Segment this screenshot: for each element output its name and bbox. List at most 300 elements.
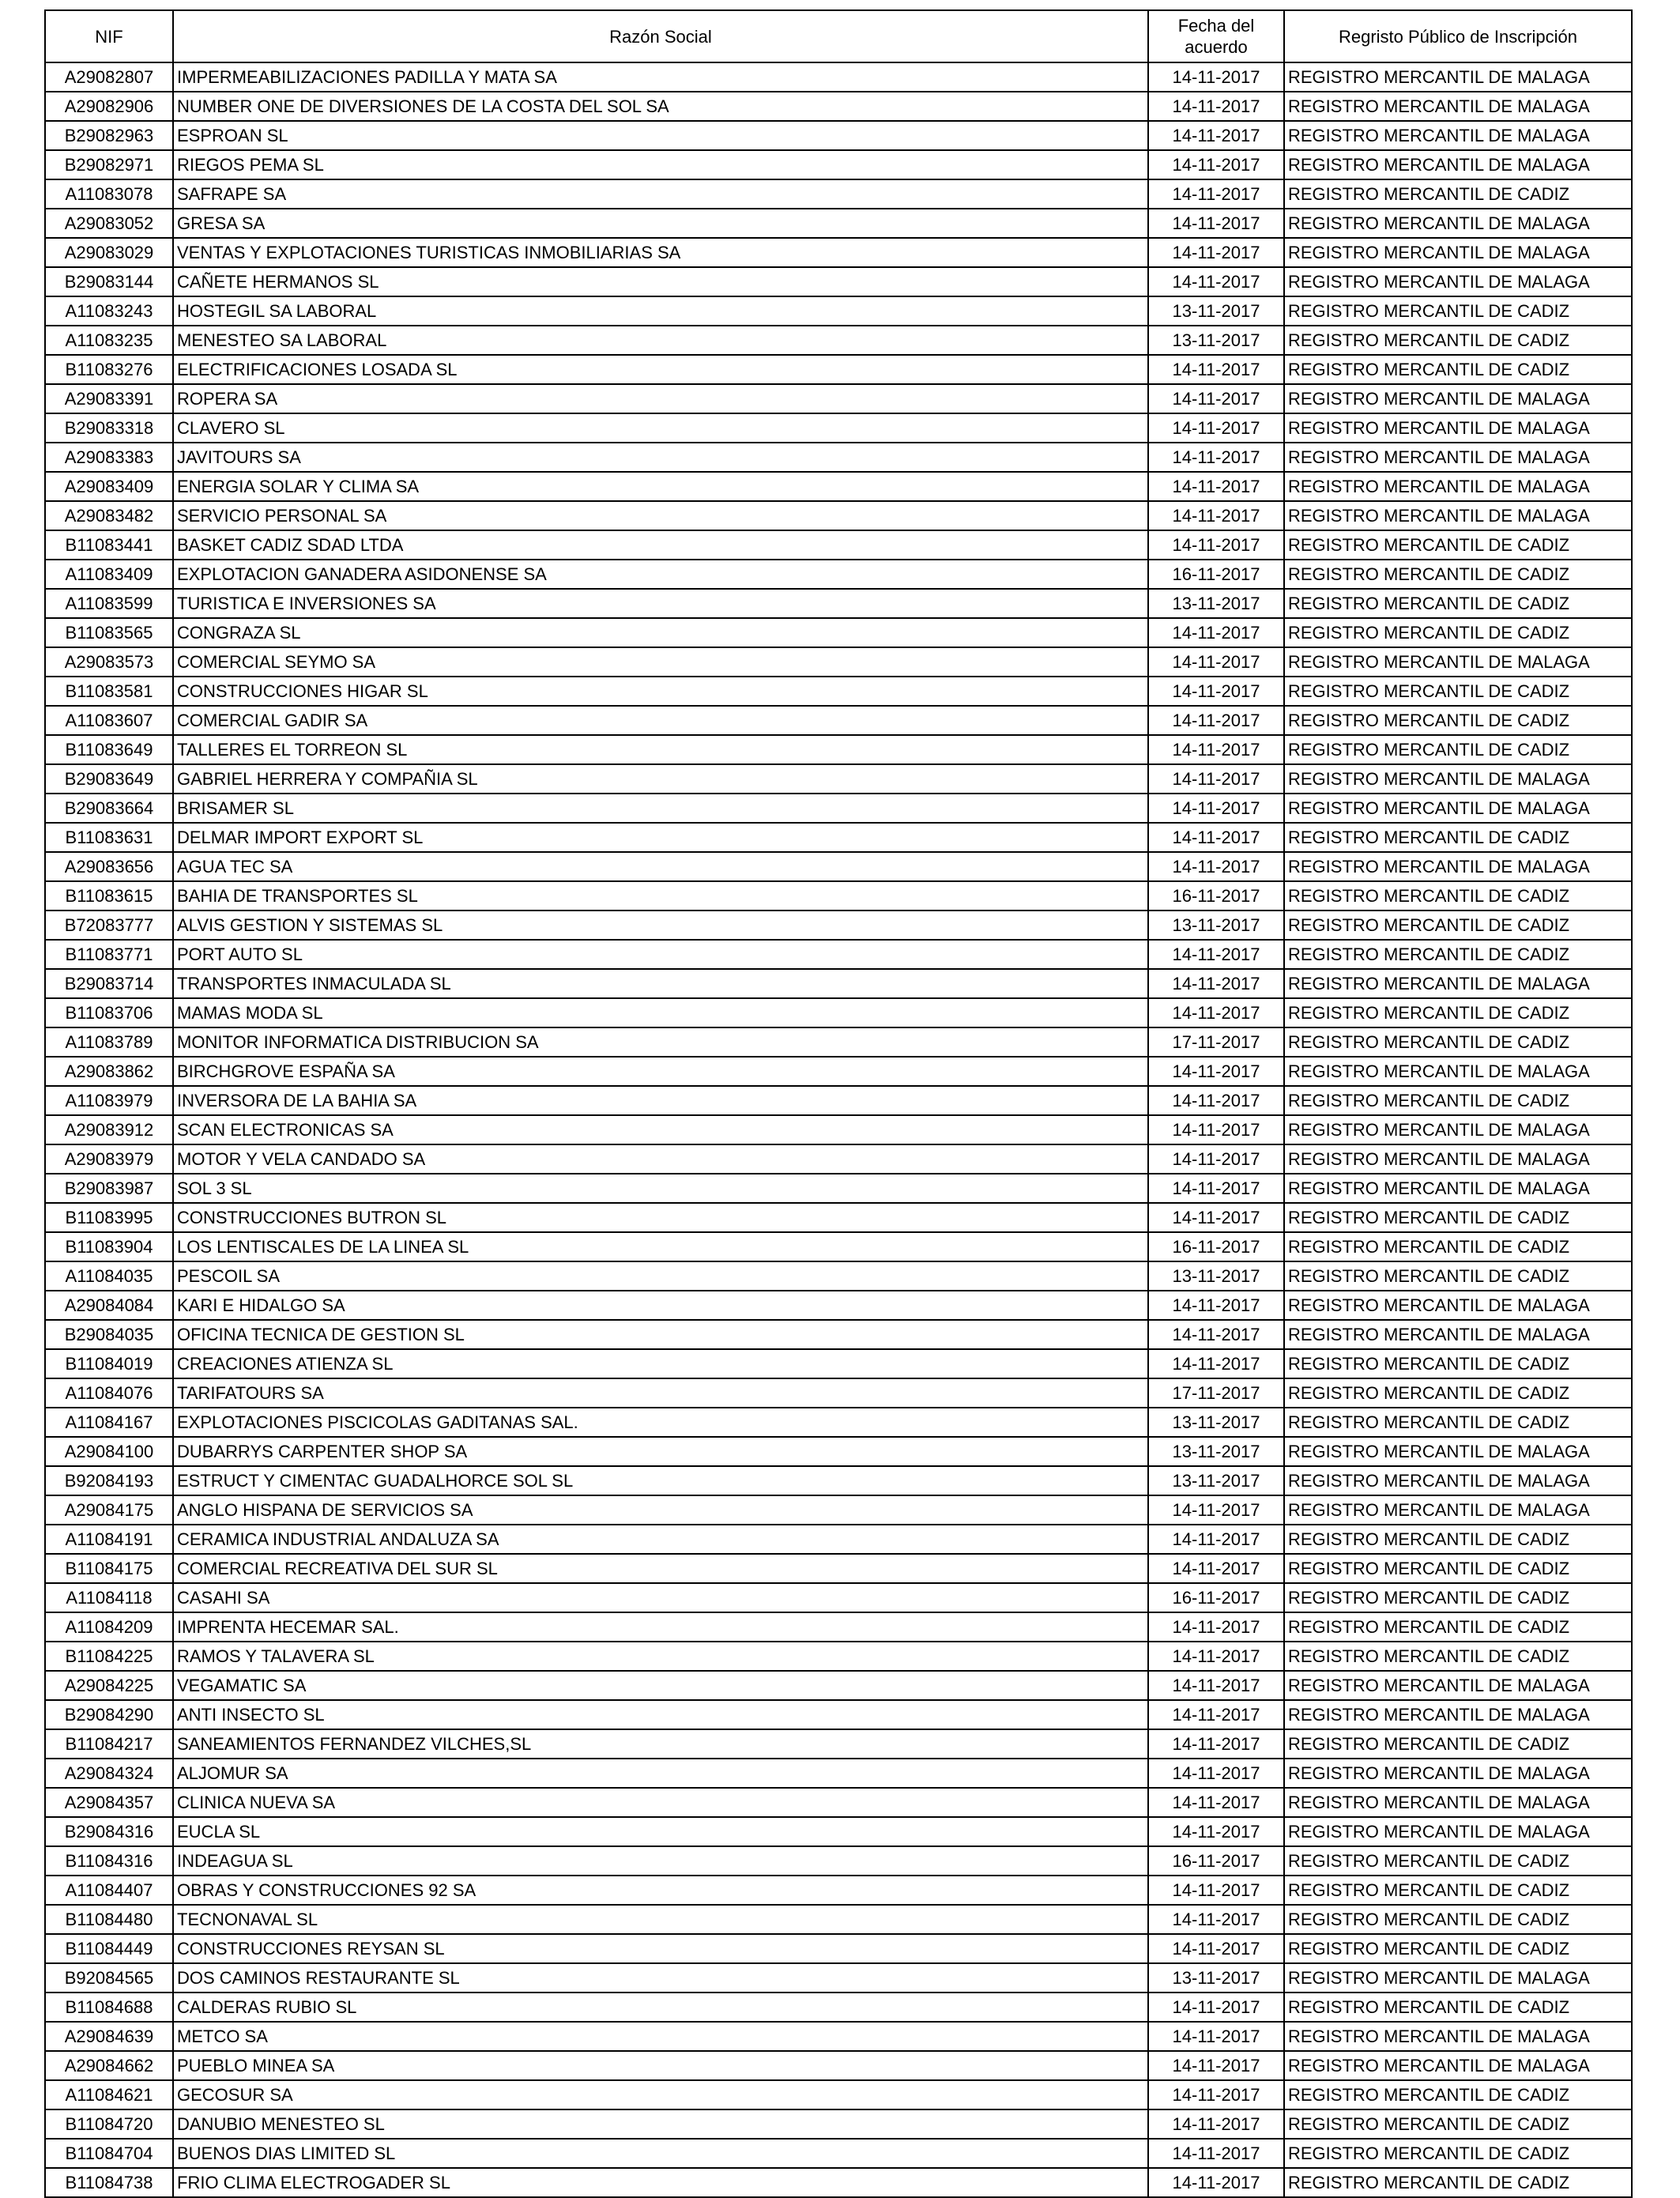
fecha-cell: 14-11-2017: [1148, 1905, 1284, 1934]
nif-cell: A11084621: [45, 2080, 173, 2109]
registro-cell: REGISTRO MERCANTIL DE MALAGA: [1284, 764, 1632, 794]
table-row: [45, 1466, 1632, 1495]
nif-cell: A29084100: [45, 1437, 173, 1466]
razon-social-cell: OFICINA TECNICA DE GESTION SL: [173, 1320, 1148, 1349]
registro-cell: REGISTRO MERCANTIL DE CADIZ: [1284, 355, 1632, 384]
nif-cell: B29083987: [45, 1174, 173, 1203]
razon-social-cell: CALDERAS RUBIO SL: [173, 1993, 1148, 2022]
table-row: [45, 1115, 1632, 1144]
registro-cell: REGISTRO MERCANTIL DE MALAGA: [1284, 1057, 1632, 1086]
fecha-cell: 14-11-2017: [1148, 1525, 1284, 1554]
table-row: [45, 1612, 1632, 1642]
nif-cell: A11083599: [45, 589, 173, 618]
fecha-cell: 14-11-2017: [1148, 1291, 1284, 1320]
razon-social-cell: DUBARRYS CARPENTER SHOP SA: [173, 1437, 1148, 1466]
table-row: [45, 1437, 1632, 1466]
table-row: [45, 998, 1632, 1027]
table-row: [45, 1261, 1632, 1291]
razon-social-cell: CONGRAZA SL: [173, 618, 1148, 647]
registro-cell: REGISTRO MERCANTIL DE CADIZ: [1284, 2168, 1632, 2197]
header-registro: Regristo Público de Inscripción: [1284, 10, 1632, 62]
nif-cell: B29083714: [45, 969, 173, 998]
table-row: [45, 852, 1632, 881]
registro-cell: REGISTRO MERCANTIL DE MALAGA: [1284, 150, 1632, 179]
nif-cell: A29084662: [45, 2051, 173, 2080]
nif-cell: B29084290: [45, 1700, 173, 1729]
registro-cell: REGISTRO MERCANTIL DE CADIZ: [1284, 530, 1632, 560]
fecha-cell: 13-11-2017: [1148, 910, 1284, 940]
fecha-cell: 13-11-2017: [1148, 1963, 1284, 1993]
nif-cell: A29084084: [45, 1291, 173, 1320]
registro-cell: REGISTRO MERCANTIL DE CADIZ: [1284, 560, 1632, 589]
fecha-cell: 14-11-2017: [1148, 1320, 1284, 1349]
fecha-cell: 14-11-2017: [1148, 1671, 1284, 1700]
fecha-cell: 16-11-2017: [1148, 1583, 1284, 1612]
registro-cell: REGISTRO MERCANTIL DE CADIZ: [1284, 2080, 1632, 2109]
nif-cell: A11084167: [45, 1408, 173, 1437]
fecha-cell: 13-11-2017: [1148, 1261, 1284, 1291]
registro-cell: REGISTRO MERCANTIL DE MALAGA: [1284, 647, 1632, 677]
fecha-cell: 16-11-2017: [1148, 1846, 1284, 1876]
registro-cell: REGISTRO MERCANTIL DE CADIZ: [1284, 1642, 1632, 1671]
fecha-cell: 16-11-2017: [1148, 560, 1284, 589]
fecha-cell: 14-11-2017: [1148, 472, 1284, 501]
nif-cell: B11083649: [45, 735, 173, 764]
nif-cell: B29082971: [45, 150, 173, 179]
registro-cell: REGISTRO MERCANTIL DE CADIZ: [1284, 1027, 1632, 1057]
nif-cell: B11084175: [45, 1554, 173, 1583]
registro-cell: REGISTRO MERCANTIL DE MALAGA: [1284, 1115, 1632, 1144]
registro-cell: REGISTRO MERCANTIL DE CADIZ: [1284, 940, 1632, 969]
fecha-cell: 14-11-2017: [1148, 940, 1284, 969]
registro-cell: REGISTRO MERCANTIL DE MALAGA: [1284, 1174, 1632, 1203]
table-row: [45, 589, 1632, 618]
nif-cell: A29084324: [45, 1759, 173, 1788]
table-row: [45, 1700, 1632, 1729]
registro-cell: REGISTRO MERCANTIL DE CADIZ: [1284, 1612, 1632, 1642]
table-row: [45, 1027, 1632, 1057]
razon-social-cell: ANTI INSECTO SL: [173, 1700, 1148, 1729]
registro-cell: REGISTRO MERCANTIL DE MALAGA: [1284, 1671, 1632, 1700]
registro-cell: REGISTRO MERCANTIL DE MALAGA: [1284, 472, 1632, 501]
table-row: [45, 296, 1632, 326]
razon-social-cell: ESPROAN SL: [173, 121, 1148, 150]
registro-cell: REGISTRO MERCANTIL DE CADIZ: [1284, 735, 1632, 764]
nif-cell: B29084316: [45, 1817, 173, 1846]
registro-cell: REGISTRO MERCANTIL DE MALAGA: [1284, 1495, 1632, 1525]
table-row: [45, 940, 1632, 969]
fecha-cell: 14-11-2017: [1148, 2051, 1284, 2080]
registro-cell: REGISTRO MERCANTIL DE MALAGA: [1284, 501, 1632, 530]
razon-social-cell: INDEAGUA SL: [173, 1846, 1148, 1876]
registro-cell: REGISTRO MERCANTIL DE MALAGA: [1284, 443, 1632, 472]
companies-table: [44, 9, 1633, 2198]
table-row: [45, 1232, 1632, 1261]
fecha-cell: 14-11-2017: [1148, 1729, 1284, 1759]
nif-cell: B11084704: [45, 2139, 173, 2168]
registro-cell: REGISTRO MERCANTIL DE CADIZ: [1284, 1583, 1632, 1612]
nif-cell: A29084225: [45, 1671, 173, 1700]
fecha-cell: 14-11-2017: [1148, 1817, 1284, 1846]
table-row: [45, 326, 1632, 355]
nif-cell: B11084316: [45, 1846, 173, 1876]
header-fecha-line1: Fecha del: [1177, 16, 1255, 36]
razon-social-cell: RAMOS Y TALAVERA SL: [173, 1642, 1148, 1671]
table-row: [45, 2139, 1632, 2168]
fecha-cell: 14-11-2017: [1148, 1788, 1284, 1817]
razon-social-cell: BASKET CADIZ SDAD LTDA: [173, 530, 1148, 560]
table-row: [45, 1729, 1632, 1759]
header-fecha-line2: acuerdo: [1185, 37, 1248, 57]
nif-cell: A11084191: [45, 1525, 173, 1554]
table-row: [45, 1495, 1632, 1525]
razon-social-cell: BUENOS DIAS LIMITED SL: [173, 2139, 1148, 2168]
table-row: [45, 1905, 1632, 1934]
registro-cell: REGISTRO MERCANTIL DE CADIZ: [1284, 1349, 1632, 1378]
nif-cell: A11084407: [45, 1876, 173, 1905]
fecha-cell: 14-11-2017: [1148, 969, 1284, 998]
razon-social-cell: DELMAR IMPORT EXPORT SL: [173, 823, 1148, 852]
fecha-cell: 14-11-2017: [1148, 1700, 1284, 1729]
razon-social-cell: JAVITOURS SA: [173, 443, 1148, 472]
registro-cell: REGISTRO MERCANTIL DE MALAGA: [1284, 1144, 1632, 1174]
razon-social-cell: KARI E HIDALGO SA: [173, 1291, 1148, 1320]
fecha-cell: 14-11-2017: [1148, 413, 1284, 443]
fecha-cell: 13-11-2017: [1148, 296, 1284, 326]
registro-cell: REGISTRO MERCANTIL DE MALAGA: [1284, 794, 1632, 823]
table-row: [45, 384, 1632, 413]
nif-cell: B11083631: [45, 823, 173, 852]
table-row: [45, 823, 1632, 852]
nif-cell: B11083904: [45, 1232, 173, 1261]
fecha-cell: 14-11-2017: [1148, 735, 1284, 764]
nif-cell: B11084019: [45, 1349, 173, 1378]
table-row: [45, 618, 1632, 647]
table-row: [45, 267, 1632, 296]
nif-cell: B11083581: [45, 677, 173, 706]
registro-cell: REGISTRO MERCANTIL DE MALAGA: [1284, 1437, 1632, 1466]
table-row: [45, 1408, 1632, 1437]
nif-cell: B72083777: [45, 910, 173, 940]
razon-social-cell: CONSTRUCCIONES REYSAN SL: [173, 1934, 1148, 1963]
razon-social-cell: ALJOMUR SA: [173, 1759, 1148, 1788]
nif-cell: B29083649: [45, 764, 173, 794]
fecha-cell: 14-11-2017: [1148, 501, 1284, 530]
table-row: [45, 2051, 1632, 2080]
fecha-cell: 14-11-2017: [1148, 238, 1284, 267]
fecha-cell: 13-11-2017: [1148, 1408, 1284, 1437]
table-row: [45, 1144, 1632, 1174]
table-row: [45, 530, 1632, 560]
registro-cell: REGISTRO MERCANTIL DE CADIZ: [1284, 1408, 1632, 1437]
razon-social-cell: IMPRENTA HECEMAR SAL.: [173, 1612, 1148, 1642]
table-row: [45, 1291, 1632, 1320]
registro-cell: REGISTRO MERCANTIL DE CADIZ: [1284, 1261, 1632, 1291]
fecha-cell: 14-11-2017: [1148, 1876, 1284, 1905]
nif-cell: A11083243: [45, 296, 173, 326]
razon-social-cell: SAFRAPE SA: [173, 179, 1148, 209]
registro-cell: REGISTRO MERCANTIL DE MALAGA: [1284, 384, 1632, 413]
table-row: [45, 647, 1632, 677]
registro-cell: REGISTRO MERCANTIL DE CADIZ: [1284, 910, 1632, 940]
registro-cell: REGISTRO MERCANTIL DE CADIZ: [1284, 1846, 1632, 1876]
fecha-cell: 14-11-2017: [1148, 1203, 1284, 1232]
razon-social-cell: COMERCIAL SEYMO SA: [173, 647, 1148, 677]
table-row: [45, 472, 1632, 501]
fecha-cell: 14-11-2017: [1148, 2168, 1284, 2197]
table-row: [45, 2168, 1632, 2197]
table-row: [45, 121, 1632, 150]
razon-social-cell: ENERGIA SOLAR Y CLIMA SA: [173, 472, 1148, 501]
nif-cell: B11084688: [45, 1993, 173, 2022]
razon-social-cell: ANGLO HISPANA DE SERVICIOS SA: [173, 1495, 1148, 1525]
nif-cell: A11084035: [45, 1261, 173, 1291]
registro-cell: REGISTRO MERCANTIL DE CADIZ: [1284, 179, 1632, 209]
razon-social-cell: ELECTRIFICACIONES LOSADA SL: [173, 355, 1148, 384]
table-row: [45, 1349, 1632, 1378]
table-row: [45, 1583, 1632, 1612]
fecha-cell: 14-11-2017: [1148, 2080, 1284, 2109]
table-row: [45, 1174, 1632, 1203]
fecha-cell: 14-11-2017: [1148, 92, 1284, 121]
registro-cell: REGISTRO MERCANTIL DE CADIZ: [1284, 2109, 1632, 2139]
nif-cell: A29084639: [45, 2022, 173, 2051]
nif-cell: A29083052: [45, 209, 173, 238]
table-row: [45, 1817, 1632, 1846]
nif-cell: A29083029: [45, 238, 173, 267]
table-row: [45, 150, 1632, 179]
razon-social-cell: OBRAS Y CONSTRUCCIONES 92 SA: [173, 1876, 1148, 1905]
registro-cell: REGISTRO MERCANTIL DE MALAGA: [1284, 1788, 1632, 1817]
razon-social-cell: ESTRUCT Y CIMENTAC GUADALHORCE SOL SL: [173, 1466, 1148, 1495]
nif-cell: A29082807: [45, 62, 173, 92]
registro-cell: REGISTRO MERCANTIL DE MALAGA: [1284, 2022, 1632, 2051]
registro-cell: REGISTRO MERCANTIL DE CADIZ: [1284, 823, 1632, 852]
registro-cell: REGISTRO MERCANTIL DE CADIZ: [1284, 1525, 1632, 1554]
nif-cell: A29083979: [45, 1144, 173, 1174]
header-razon-social: Razón Social: [173, 10, 1148, 62]
fecha-cell: 16-11-2017: [1148, 881, 1284, 910]
registro-cell: REGISTRO MERCANTIL DE CADIZ: [1284, 1934, 1632, 1963]
razon-social-cell: SERVICIO PERSONAL SA: [173, 501, 1148, 530]
nif-cell: A29083482: [45, 501, 173, 530]
nif-cell: A29084357: [45, 1788, 173, 1817]
nif-cell: B11084480: [45, 1905, 173, 1934]
nif-cell: B92084565: [45, 1963, 173, 1993]
fecha-cell: 14-11-2017: [1148, 1642, 1284, 1671]
razon-social-cell: METCO SA: [173, 2022, 1148, 2051]
fecha-cell: 14-11-2017: [1148, 179, 1284, 209]
registro-cell: REGISTRO MERCANTIL DE MALAGA: [1284, 1466, 1632, 1495]
nif-cell: B29083318: [45, 413, 173, 443]
fecha-cell: 14-11-2017: [1148, 1349, 1284, 1378]
registro-cell: REGISTRO MERCANTIL DE CADIZ: [1284, 998, 1632, 1027]
table-row: [45, 910, 1632, 940]
fecha-cell: 14-11-2017: [1148, 355, 1284, 384]
table-row: [45, 2022, 1632, 2051]
registro-cell: REGISTRO MERCANTIL DE MALAGA: [1284, 209, 1632, 238]
table-row: [45, 1963, 1632, 1993]
table-row: [45, 413, 1632, 443]
nif-cell: A29083573: [45, 647, 173, 677]
table-row: [45, 238, 1632, 267]
registro-cell: REGISTRO MERCANTIL DE MALAGA: [1284, 413, 1632, 443]
registro-cell: REGISTRO MERCANTIL DE MALAGA: [1284, 1817, 1632, 1846]
nif-cell: B11084738: [45, 2168, 173, 2197]
razon-social-cell: CONSTRUCCIONES HIGAR SL: [173, 677, 1148, 706]
table-row: [45, 1554, 1632, 1583]
table-row: [45, 2109, 1632, 2139]
nif-cell: A11084209: [45, 1612, 173, 1642]
registro-cell: REGISTRO MERCANTIL DE MALAGA: [1284, 852, 1632, 881]
razon-social-cell: CREACIONES ATIENZA SL: [173, 1349, 1148, 1378]
fecha-cell: 14-11-2017: [1148, 1554, 1284, 1583]
table-header-row: [45, 10, 1632, 62]
registro-cell: REGISTRO MERCANTIL DE CADIZ: [1284, 589, 1632, 618]
fecha-cell: 14-11-2017: [1148, 677, 1284, 706]
registro-cell: REGISTRO MERCANTIL DE CADIZ: [1284, 2139, 1632, 2168]
table-row: [45, 62, 1632, 92]
table-row: [45, 1759, 1632, 1788]
razon-social-cell: EXPLOTACIONES PISCICOLAS GADITANAS SAL.: [173, 1408, 1148, 1437]
nif-cell: A11084076: [45, 1378, 173, 1408]
nif-cell: B11083706: [45, 998, 173, 1027]
registro-cell: REGISTRO MERCANTIL DE MALAGA: [1284, 1963, 1632, 1993]
nif-cell: B11084225: [45, 1642, 173, 1671]
fecha-cell: 14-11-2017: [1148, 1174, 1284, 1203]
fecha-cell: 14-11-2017: [1148, 150, 1284, 179]
razon-social-cell: SANEAMIENTOS FERNANDEZ VILCHES,SL: [173, 1729, 1148, 1759]
registro-cell: REGISTRO MERCANTIL DE MALAGA: [1284, 238, 1632, 267]
razon-social-cell: CONSTRUCCIONES BUTRON SL: [173, 1203, 1148, 1232]
nif-cell: A29082906: [45, 92, 173, 121]
nif-cell: B11083276: [45, 355, 173, 384]
table-row: [45, 92, 1632, 121]
nif-cell: B29083664: [45, 794, 173, 823]
razon-social-cell: GABRIEL HERRERA Y COMPAÑIA SL: [173, 764, 1148, 794]
fecha-cell: 14-11-2017: [1148, 1057, 1284, 1086]
razon-social-cell: EUCLA SL: [173, 1817, 1148, 1846]
razon-social-cell: COMERCIAL RECREATIVA DEL SUR SL: [173, 1554, 1148, 1583]
table-row: [45, 209, 1632, 238]
registro-cell: REGISTRO MERCANTIL DE CADIZ: [1284, 1729, 1632, 1759]
fecha-cell: 14-11-2017: [1148, 2022, 1284, 2051]
razon-social-cell: PORT AUTO SL: [173, 940, 1148, 969]
razon-social-cell: CERAMICA INDUSTRIAL ANDALUZA SA: [173, 1525, 1148, 1554]
registro-cell: REGISTRO MERCANTIL DE MALAGA: [1284, 1700, 1632, 1729]
registro-cell: REGISTRO MERCANTIL DE MALAGA: [1284, 62, 1632, 92]
fecha-cell: 13-11-2017: [1148, 326, 1284, 355]
nif-cell: A11083235: [45, 326, 173, 355]
registro-cell: REGISTRO MERCANTIL DE MALAGA: [1284, 267, 1632, 296]
razon-social-cell: EXPLOTACION GANADERA ASIDONENSE SA: [173, 560, 1148, 589]
razon-social-cell: VENTAS Y EXPLOTACIONES TURISTICAS INMOBILIARIAS SA: [173, 238, 1148, 267]
razon-social-cell: CLINICA NUEVA SA: [173, 1788, 1148, 1817]
nif-cell: A11083409: [45, 560, 173, 589]
razon-social-cell: LOS LENTISCALES DE LA LINEA SL: [173, 1232, 1148, 1261]
fecha-cell: 17-11-2017: [1148, 1378, 1284, 1408]
razon-social-cell: SCAN ELECTRONICAS SA: [173, 1115, 1148, 1144]
fecha-cell: 14-11-2017: [1148, 1115, 1284, 1144]
fecha-cell: 14-11-2017: [1148, 2139, 1284, 2168]
razon-social-cell: ALVIS GESTION Y SISTEMAS SL: [173, 910, 1148, 940]
razon-social-cell: RIEGOS PEMA SL: [173, 150, 1148, 179]
fecha-cell: 17-11-2017: [1148, 1027, 1284, 1057]
registro-cell: REGISTRO MERCANTIL DE MALAGA: [1284, 92, 1632, 121]
table-row: [45, 1993, 1632, 2022]
razon-social-cell: TECNONAVAL SL: [173, 1905, 1148, 1934]
nif-cell: A11084118: [45, 1583, 173, 1612]
nif-cell: B11083441: [45, 530, 173, 560]
table-row: [45, 1378, 1632, 1408]
fecha-cell: 14-11-2017: [1148, 706, 1284, 735]
nif-cell: B92084193: [45, 1466, 173, 1495]
nif-cell: A29083391: [45, 384, 173, 413]
table-row: [45, 1525, 1632, 1554]
fecha-cell: 14-11-2017: [1148, 852, 1284, 881]
header-fecha-acuerdo: [1148, 10, 1284, 62]
razon-social-cell: CAÑETE HERMANOS SL: [173, 267, 1148, 296]
table-row: [45, 1642, 1632, 1671]
table-row: [45, 179, 1632, 209]
razon-social-cell: ROPERA SA: [173, 384, 1148, 413]
nif-cell: B11083995: [45, 1203, 173, 1232]
table-row: [45, 1320, 1632, 1349]
razon-social-cell: GECOSUR SA: [173, 2080, 1148, 2109]
registro-cell: REGISTRO MERCANTIL DE CADIZ: [1284, 706, 1632, 735]
table-row: [45, 1203, 1632, 1232]
nif-cell: B29082963: [45, 121, 173, 150]
razon-social-cell: CASAHI SA: [173, 1583, 1148, 1612]
table-row: [45, 1057, 1632, 1086]
fecha-cell: 14-11-2017: [1148, 1759, 1284, 1788]
header-nif: NIF: [45, 10, 173, 62]
nif-cell: A29083862: [45, 1057, 173, 1086]
razon-social-cell: VEGAMATIC SA: [173, 1671, 1148, 1700]
fecha-cell: 14-11-2017: [1148, 530, 1284, 560]
fecha-cell: 14-11-2017: [1148, 1086, 1284, 1115]
registro-cell: REGISTRO MERCANTIL DE CADIZ: [1284, 326, 1632, 355]
nif-cell: A11083607: [45, 706, 173, 735]
registro-cell: REGISTRO MERCANTIL DE MALAGA: [1284, 121, 1632, 150]
nif-cell: B11083771: [45, 940, 173, 969]
razon-social-cell: AGUA TEC SA: [173, 852, 1148, 881]
table-row: [45, 443, 1632, 472]
nif-cell: B11084217: [45, 1729, 173, 1759]
fecha-cell: 14-11-2017: [1148, 267, 1284, 296]
razon-social-cell: IMPERMEABILIZACIONES PADILLA Y MATA SA: [173, 62, 1148, 92]
registro-cell: REGISTRO MERCANTIL DE CADIZ: [1284, 1203, 1632, 1232]
razon-social-cell: FRIO CLIMA ELECTROGADER SL: [173, 2168, 1148, 2197]
nif-cell: B11084449: [45, 1934, 173, 1963]
fecha-cell: 14-11-2017: [1148, 1144, 1284, 1174]
razon-social-cell: CLAVERO SL: [173, 413, 1148, 443]
fecha-cell: 14-11-2017: [1148, 1612, 1284, 1642]
fecha-cell: 14-11-2017: [1148, 62, 1284, 92]
nif-cell: A11083979: [45, 1086, 173, 1115]
table-row: [45, 560, 1632, 589]
razon-social-cell: GRESA SA: [173, 209, 1148, 238]
table-row: [45, 501, 1632, 530]
registro-cell: REGISTRO MERCANTIL DE MALAGA: [1284, 1759, 1632, 1788]
table-row: [45, 881, 1632, 910]
fecha-cell: 14-11-2017: [1148, 443, 1284, 472]
razon-social-cell: PUEBLO MINEA SA: [173, 2051, 1148, 2080]
registro-cell: REGISTRO MERCANTIL DE MALAGA: [1284, 1291, 1632, 1320]
fecha-cell: 14-11-2017: [1148, 1495, 1284, 1525]
registro-cell: REGISTRO MERCANTIL DE CADIZ: [1284, 618, 1632, 647]
table-row: [45, 677, 1632, 706]
